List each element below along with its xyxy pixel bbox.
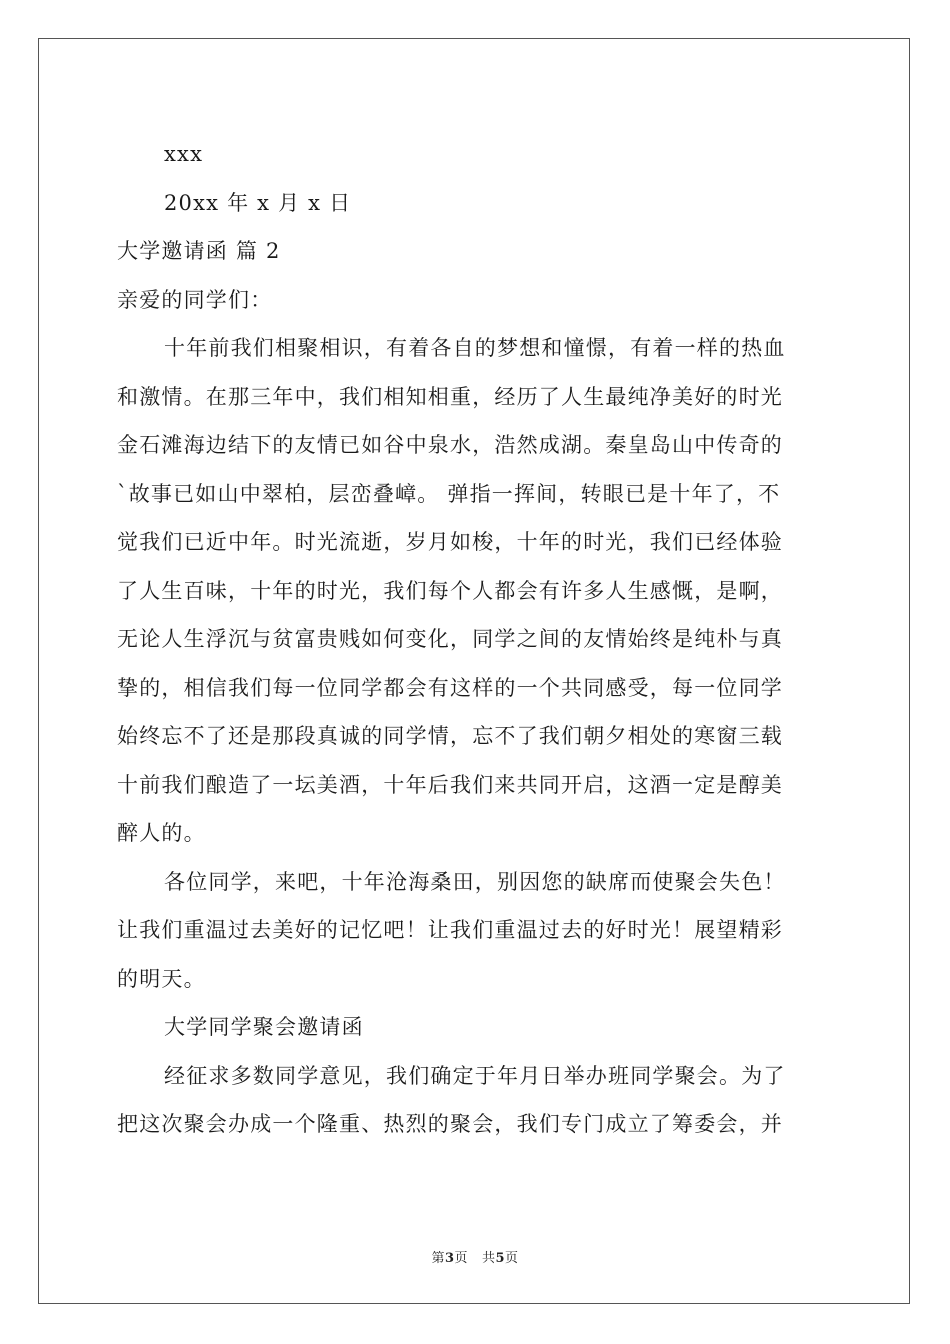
paragraph-line: 觉我们已近中年。时光流逝，岁月如梭，十年的时光，我们已经体验: [117, 530, 783, 554]
paragraph-line: 把这次聚会办成一个隆重、热烈的聚会，我们专门成立了筹委会，并: [117, 1112, 783, 1136]
total-suffix: 页: [505, 1251, 519, 1266]
salutation: 亲爱的同学们：: [117, 287, 273, 312]
paragraph-line: 各位同学，来吧，十年沧海桑田，别因您的缺席而使聚会失色！: [164, 869, 786, 894]
page-prefix: 第: [431, 1251, 445, 1266]
page-number: 3: [444, 1251, 455, 1266]
subsection-title: 大学同学聚会邀请函: [164, 1015, 364, 1039]
paragraph-line: 经征求多数同学意见，我们确定于年月日举办班同学聚会。为了: [164, 1063, 786, 1088]
page-footer: [0, 1247, 950, 1266]
paragraph-line: `故事已如山中翠柏，层峦叠嶂。 弹指一挥间，转眼已是十年了，不: [117, 481, 781, 506]
paragraph-line: 始终忘不了还是那段真诚的同学情，忘不了我们朝夕相处的寒窗三载: [117, 724, 783, 748]
paragraph-line: 金石滩海边结下的友情已如谷中泉水，浩然成湖。秦皇岛山中传奇的: [117, 433, 783, 457]
paragraph-line: 了人生百味，十年的时光，我们每个人都会有许多人生感慨，是啊，: [117, 578, 783, 603]
signature-line: xxx: [164, 142, 204, 166]
paragraph-line: 和激情。在那三年中，我们相知相重，经历了人生最纯净美好的时光: [117, 384, 783, 409]
total-pages: 5: [495, 1251, 506, 1266]
paragraph-line: 无论人生浮沉与贫富贵贱如何变化，同学之间的友情始终是纯朴与真: [117, 627, 783, 651]
paragraph-line: 十前我们酿造了一坛美酒，十年后我们来共同开启，这酒一定是醇美: [117, 772, 783, 797]
section-title: 大学邀请函 篇 2: [117, 239, 281, 263]
paragraph-line: 十年前我们相聚相识，有着各自的梦想和憧憬，有着一样的热血: [164, 336, 786, 360]
date-line: 20xx 年 x 月 x 日: [164, 190, 352, 215]
total-prefix: 共: [481, 1251, 496, 1266]
page-suffix: 页: [454, 1251, 469, 1266]
paragraph-line: 的明天。: [117, 966, 206, 991]
paragraph-line: 挚的，相信我们每一位同学都会有这样的一个共同感受，每一位同学: [117, 675, 783, 700]
paragraph-line: 让我们重温过去美好的记忆吧！让我们重温过去的好时光！展望精彩: [117, 918, 783, 942]
paragraph-line: 醉人的。: [117, 821, 206, 845]
document-body: [117, 130, 837, 1149]
